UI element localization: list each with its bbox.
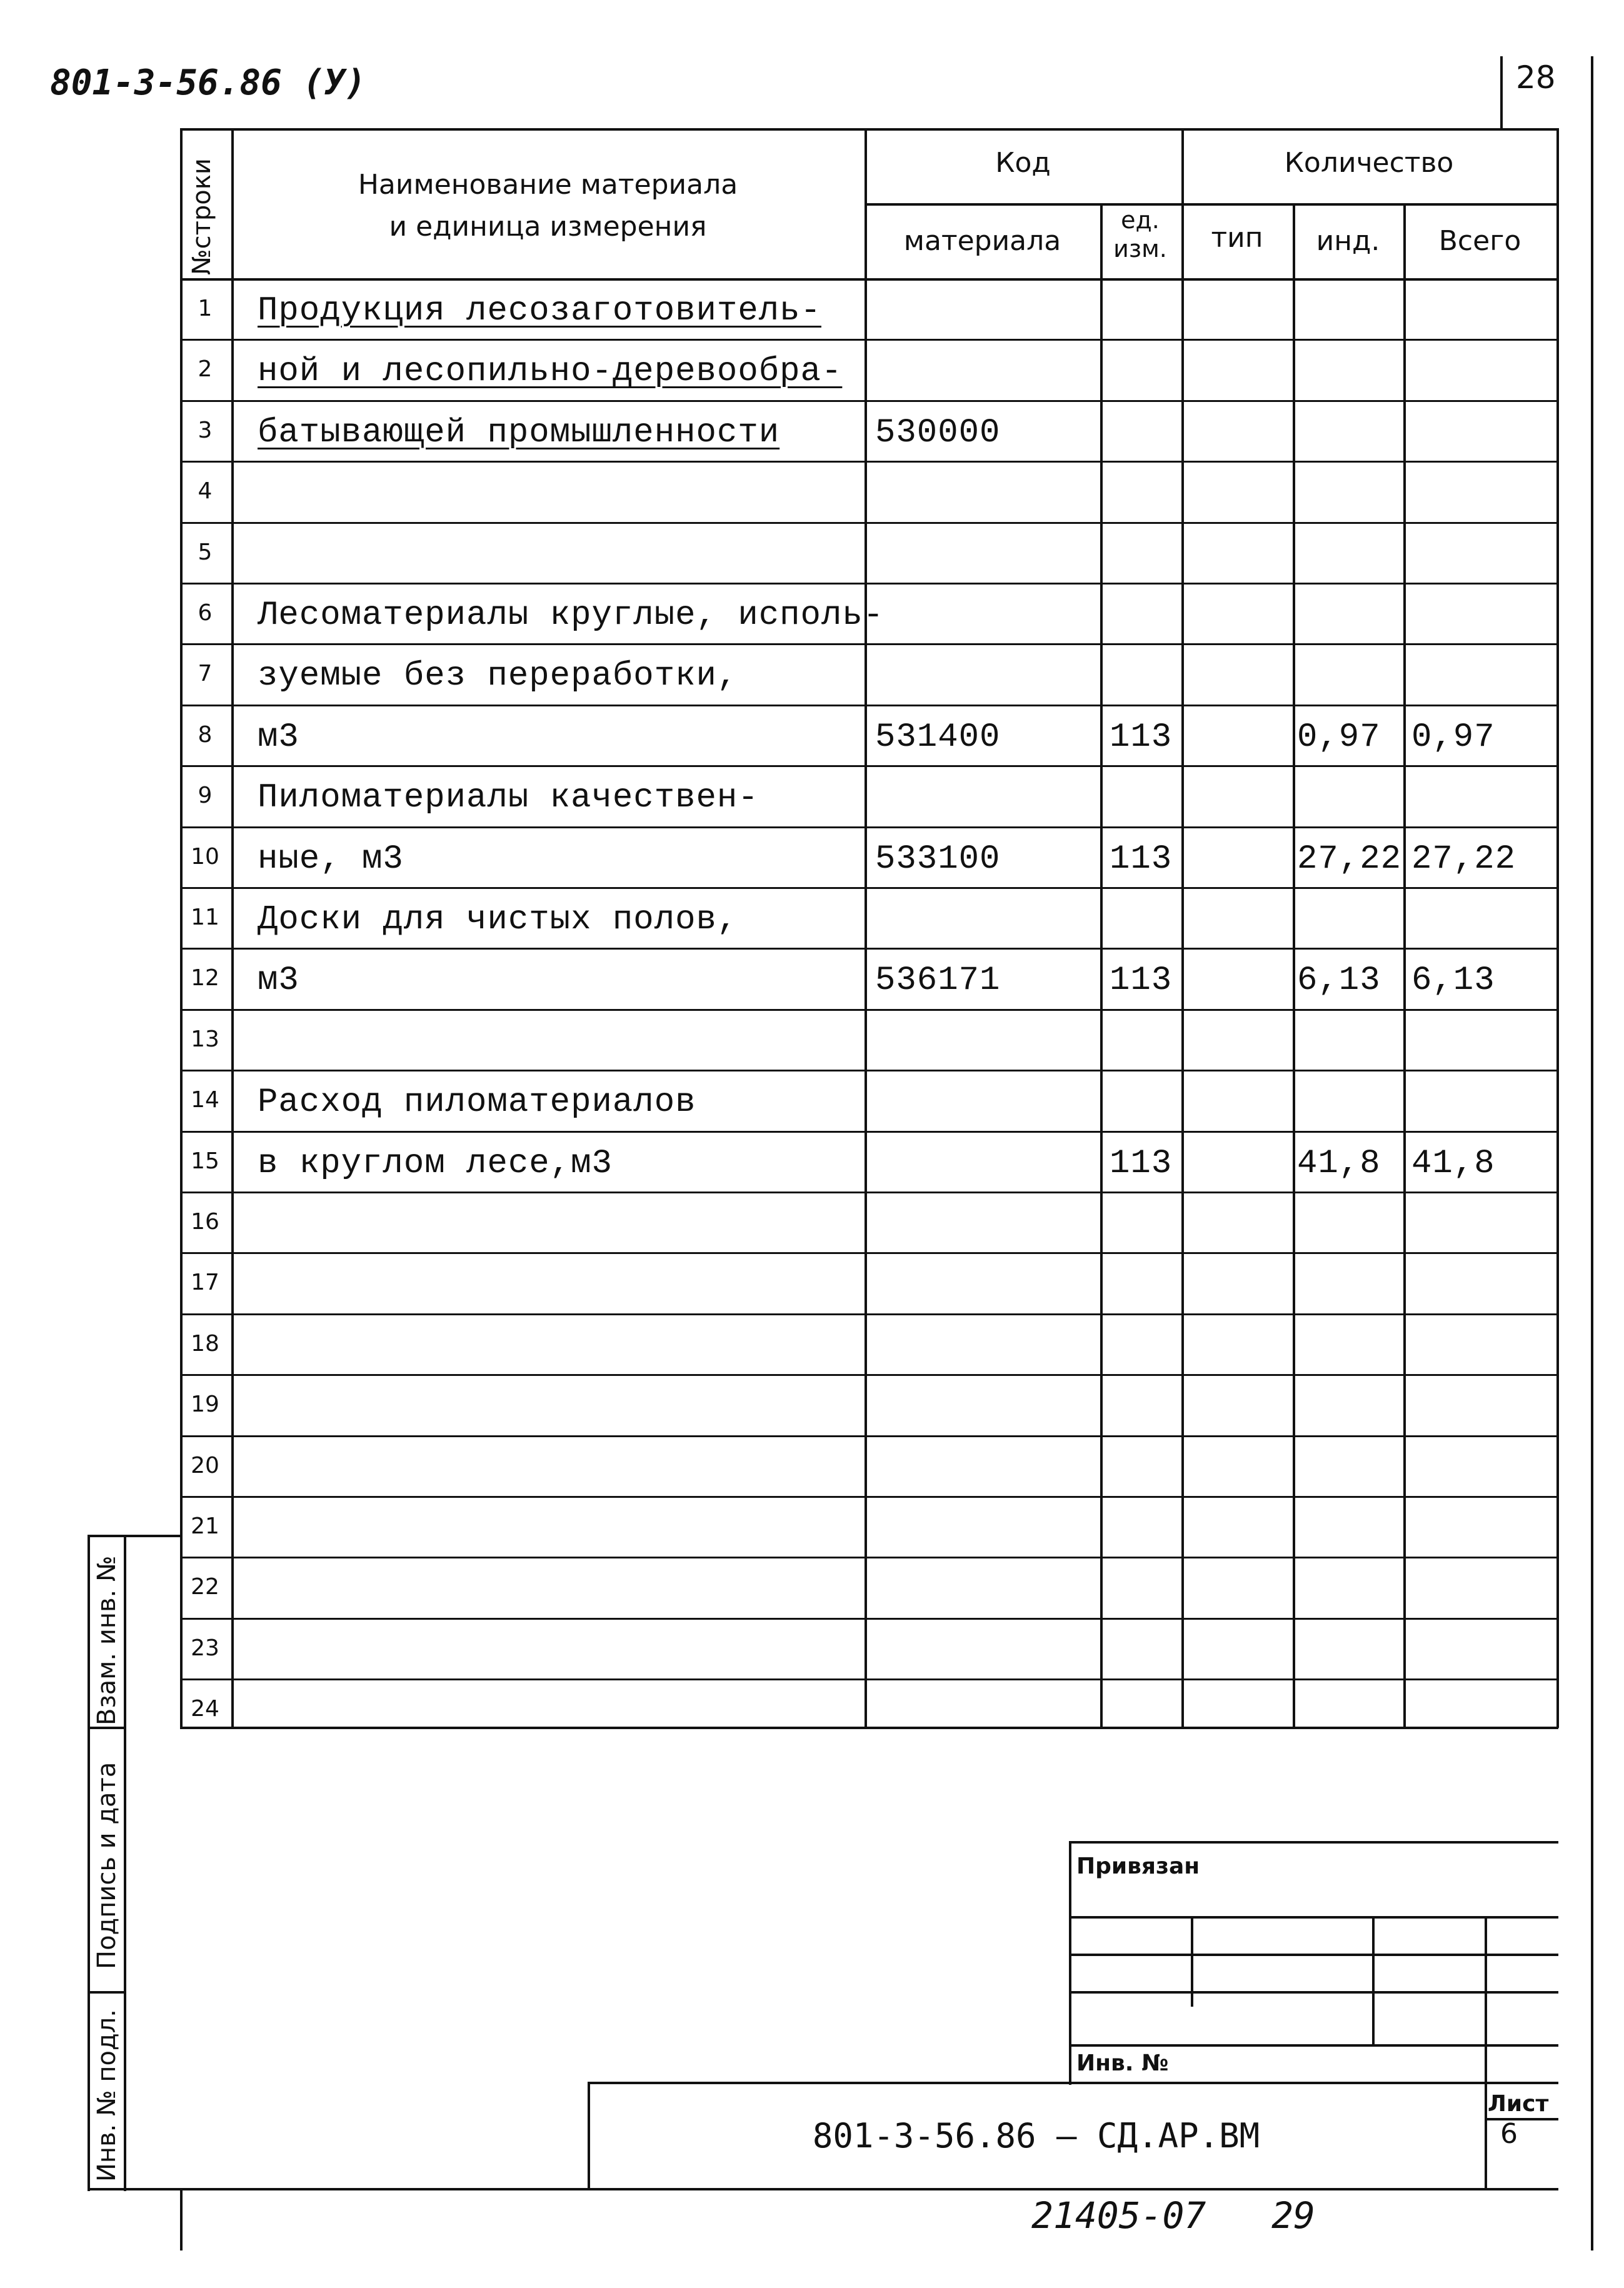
row-number: 22 [191,1574,219,1600]
row-divider [180,339,1558,341]
row-code: 530000 [875,413,1001,452]
row-divider [180,1070,1558,1071]
row-divider [180,1557,1558,1558]
row-divider [180,1313,1558,1315]
row-name: Пиломатериалы качествен- [258,779,759,818]
header-code-material: материала [903,225,1061,257]
header-name-line1: Наименование материала [358,169,738,201]
row-name: в круглом лесе,м3 [258,1144,613,1183]
document-code: 801-3-56.86 (У) [50,63,366,103]
privyazan-label: Привязан [1076,1854,1200,1879]
header-qty-ind: инд. [1316,225,1380,257]
row-divider [180,1192,1558,1193]
row-unit: 113 [1110,718,1173,756]
right-margin-line [1591,56,1593,2250]
row-name: м3 [258,961,299,1000]
row-divider [180,765,1558,767]
row-divider [180,705,1558,706]
row-divider [180,1496,1558,1498]
row-unit: 113 [1110,961,1173,1000]
row-total: 0,97 [1411,718,1495,756]
row-divider [180,583,1558,585]
row-ind: 41,8 [1297,1144,1381,1183]
row-number: 16 [191,1209,219,1235]
row-divider [180,826,1558,828]
footer-stamp: 21405-07 29 [1031,2194,1315,2237]
row-number: 13 [191,1026,219,1052]
row-ind: 0,97 [1297,718,1381,756]
row-ind: 27,22 [1297,840,1402,878]
row-code: 531400 [875,718,1001,756]
page-number-divider [1500,56,1503,128]
header-qty-type: тип [1211,222,1263,254]
row-number: 12 [191,965,219,991]
header-row-number: №строки [188,158,216,275]
row-name: ной и лесопильно-деревообра- [258,353,843,391]
header-name-line2: и единица измерения [389,211,707,243]
inv-no-label: Инв. № [1076,2050,1169,2076]
row-number: 23 [191,1635,219,1661]
row-divider [180,643,1558,645]
bottom-frame-line [180,2188,183,2250]
header-code: Код [995,147,1051,179]
row-divider [180,1678,1558,1680]
row-number: 20 [191,1452,219,1478]
row-number: 9 [198,783,213,809]
row-number: 17 [191,1270,219,1296]
row-number: 3 [198,417,213,443]
row-unit: 113 [1110,840,1173,878]
row-unit: 113 [1110,1144,1173,1183]
row-divider [180,1618,1558,1620]
row-number: 24 [191,1696,219,1722]
side-stamp-inv-podl: Инв. № подл. [93,2009,121,2182]
row-divider [180,1435,1558,1437]
row-number: 7 [198,661,213,687]
row-divider [180,400,1558,402]
header-qty-total: Всего [1438,225,1521,257]
row-name: ные, м3 [258,840,404,878]
row-divider [180,461,1558,463]
row-name: Расход пиломатериалов [258,1083,696,1122]
page-number: 28 [1516,59,1556,96]
row-number: 4 [198,478,213,504]
row-number: 15 [191,1148,219,1174]
row-name: Лесоматериалы круглые, исполь- [258,596,885,635]
row-number: 14 [191,1087,219,1113]
row-name: Доски для чистых полов, [258,901,738,939]
row-number: 5 [198,539,213,565]
row-divider [180,1252,1558,1254]
row-divider [180,887,1558,889]
row-total: 27,22 [1411,840,1516,878]
row-divider [180,522,1558,524]
row-divider [180,1009,1558,1011]
row-name: зуемые без переработки, [258,657,738,696]
header-quantity: Количество [1284,147,1454,179]
side-stamp-vzam: Взам. инв. № [93,1555,121,1725]
row-number: 8 [198,721,213,748]
row-number: 21 [191,1513,219,1539]
sheet-label: Лист [1488,2091,1549,2117]
row-number: 1 [198,296,213,321]
sheet-number: 6 [1500,2118,1518,2150]
document-designation: 801-3-56.86 – СД.АР.ВМ [812,2116,1260,2155]
row-divider [180,1374,1558,1376]
row-number: 6 [198,600,213,626]
row-divider [180,1131,1558,1133]
row-number: 10 [191,843,219,870]
row-code: 533100 [875,840,1001,878]
row-name: Продукция лесозаготовитель- [258,292,821,330]
row-name: батывающей промышленности [258,413,780,452]
row-number: 11 [191,905,219,930]
row-code: 536171 [875,961,1001,1000]
row-ind: 6,13 [1297,961,1381,1000]
row-name: м3 [258,718,299,756]
row-number: 18 [191,1330,219,1357]
row-divider [180,948,1558,950]
row-number: 19 [191,1392,219,1418]
row-total: 6,13 [1411,961,1495,1000]
row-number: 2 [198,356,213,383]
header-code-unit: ед. изм. [1113,206,1167,263]
row-total: 41,8 [1411,1144,1495,1183]
side-stamp-podpis: Подпись и дата [93,1762,121,1969]
